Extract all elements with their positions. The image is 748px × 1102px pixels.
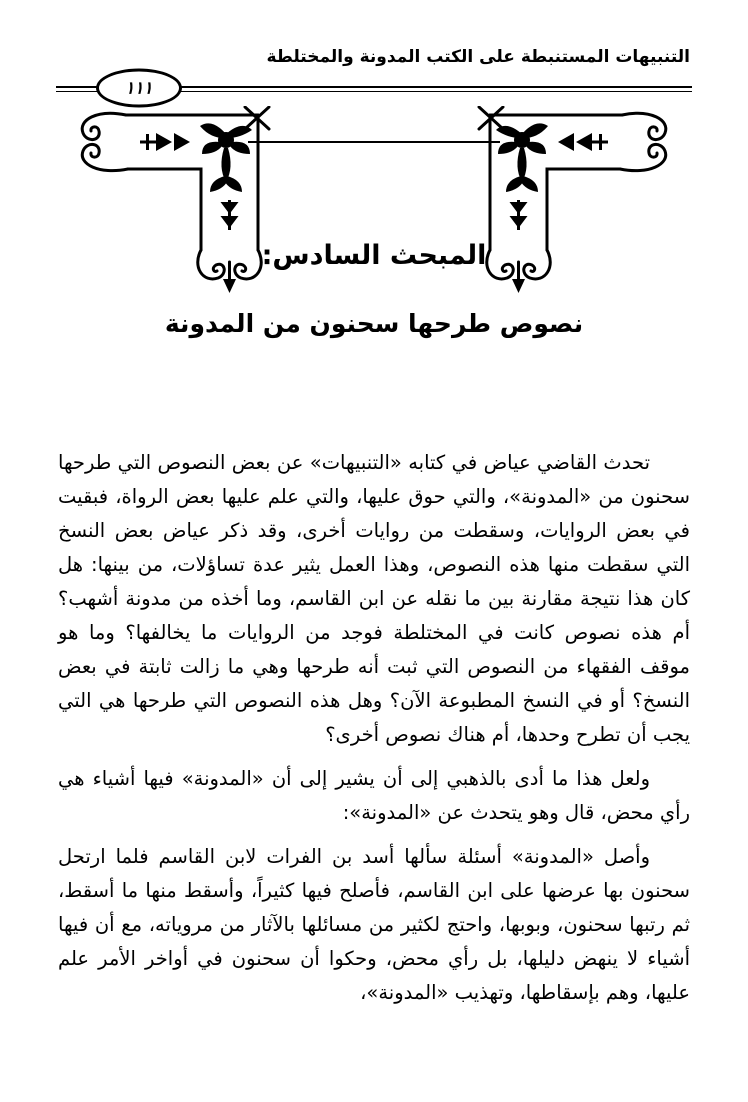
page-number-badge — [96, 69, 182, 108]
paragraph-2: ولعل هذا ما أدى بالذهبي إلى أن يشير إلى أن «المدونة» فيها أشياء هي رأي محض، قال وهو يتحدث عن «المدونة»: — [58, 767, 690, 824]
running-header — [0, 0, 748, 70]
page-number: ١١١ — [125, 78, 153, 98]
paragraph-3: وأصل «المدونة» أسئلة سألها أسد بن الفرات لابن القاسم فلما ارتحل سحنون بها عرضها على ابن القاسم، فأصلح فيها كثيراً، وأسقط منها ما أسقط، ثم رتبها سحنون، وبوبها، واحتج لكثير من مسائلها بالآثار من مروياته، مع أن فيها أشياء لا ينهض دليلها، بل رأي محض، وحكوا أن سحنون في أواخر الأمر علم عليها، وهم بإسقاطها، وتهذيب «المدونة»، — [58, 845, 690, 1004]
section-title: نصوص طرحها سحنون من المدونة — [164, 309, 584, 338]
running-title: التنبيهات المستنبطة على الكتب المدونة والمختلطة — [266, 47, 690, 67]
ornament-connector-line — [248, 141, 500, 143]
ornament-band — [0, 106, 748, 298]
section-kicker: المبحث السادس: — [261, 240, 487, 271]
header-rule — [56, 78, 692, 98]
paragraph-1: تحدث القاضي عياض في كتابه «التنبيهات» عن بعض النصوص التي طرحها سحنون من «المدونة»، والتي حوق عليها، والتي علم عليها بعض الرواة، فبقيت في بعض الروايات، وسقطت من روايات أخرى، وقد ذكر عياض بعض النسخ التي سقطت منها هذه النصوص، وهذا العمل يثير عدة تساؤلات، من بينها: هل كان هذا نتيجة مقارنة بين ما نقله عن ابن القاسم، وما أخذه من مدونة أشهب؟ أم هذه نصوص كانت في المختلطة فوجد من الروايات ما يخالفها؟ وما هو موقف الفقهاء من النصوص التي ثبت أنه طرحها وهي ما زالت ثابتة في بعض النسخ؟ أو في النسخ المطبوعة الآن؟ وهل هذه النصوص التي طرحها هي التي يجب أن تطرح وحدها، أم هناك نصوص أخرى؟ — [58, 451, 690, 746]
body-text — [58, 446, 690, 1010]
